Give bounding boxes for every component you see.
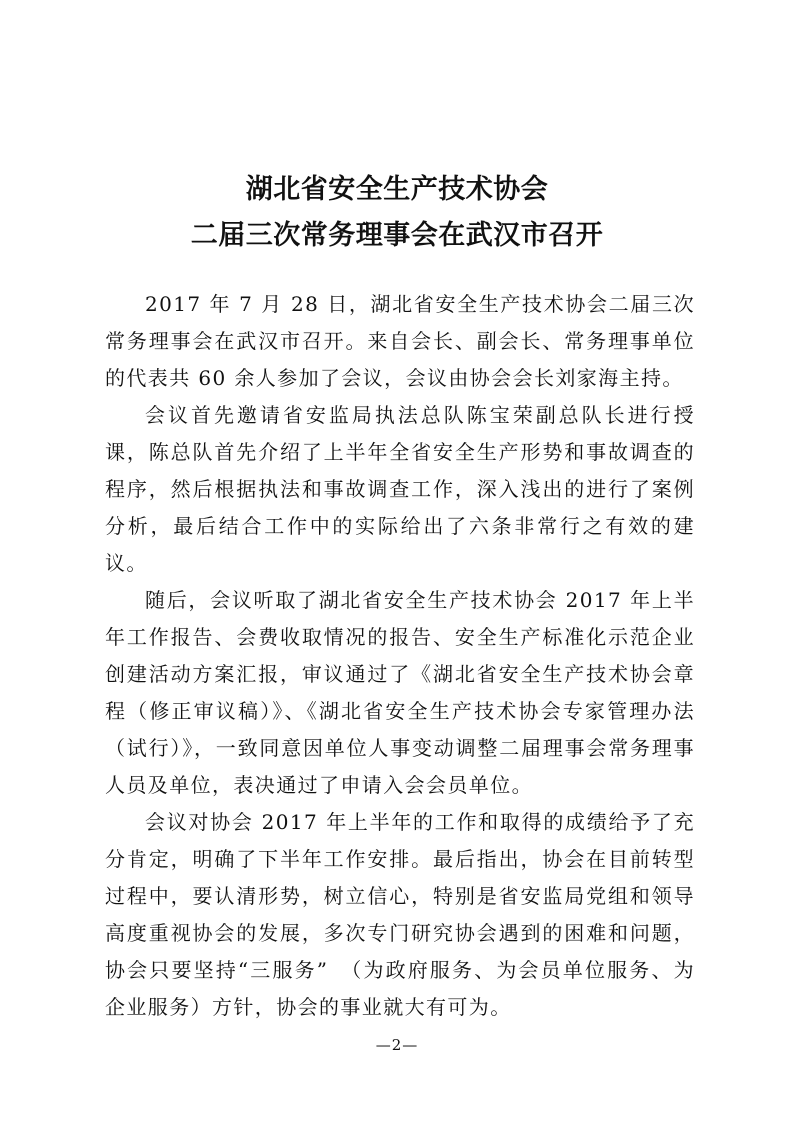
- article-title: [0, 167, 794, 259]
- paragraph-4: 会议对协会 2017 年上半年的工作和取得的成绩给予了充分肯定，明确了下半年工作安排。最后指出，协会在目前转型过程中，要认清形势，树立信心，特别是省安监局党组和领导高度重视协会的发展，多次专门研究协会遇到的困难和问题，协会只要坚持“三服务” （为政府服务、为会员单位服务、为企业服务）方针，协会的事业就大有可为。: [105, 810, 695, 1019]
- article-body: [105, 286, 695, 1026]
- paragraph-2: 会议首先邀请省安监局执法总队陈宝荣副总队长进行授课，陈总队首先介绍了上半年全省安全生产形势和事故调查的程序，然后根据执法和事故调查工作，深入浅出的进行了案例分析，最后结合工作中的实际给出了六条非常行之有效的建议。: [105, 403, 695, 575]
- paragraph-3: 随后，会议听取了湖北省安全生产技术协会 2017 年上半年工作报告、会费收取情况的报告、安全生产标准化示范企业创建活动方案汇报，审议通过了《湖北省安全生产技术协会章程（修正审议稿）》、《湖北省安全生产技术协会专家管理办法（试行）》，一致同意因单位人事变动调整二届理事会常务理事人员及单位，表决通过了申请入会会员单位。: [105, 588, 695, 797]
- title-line-2: 二届三次常务理事会在武汉市召开: [190, 220, 604, 251]
- title-line-1: 湖北省安全生产技术协会: [245, 174, 549, 205]
- paragraph-1: 2017 年 7 月 28 日，湖北省安全生产技术协会二届三次常务理事会在武汉市召开。来自会长、副会长、常务理事单位的代表共 60 余人参加了会议，会议由协会会长刘家海主持。: [105, 292, 695, 390]
- page-number: —2—: [375, 1036, 419, 1054]
